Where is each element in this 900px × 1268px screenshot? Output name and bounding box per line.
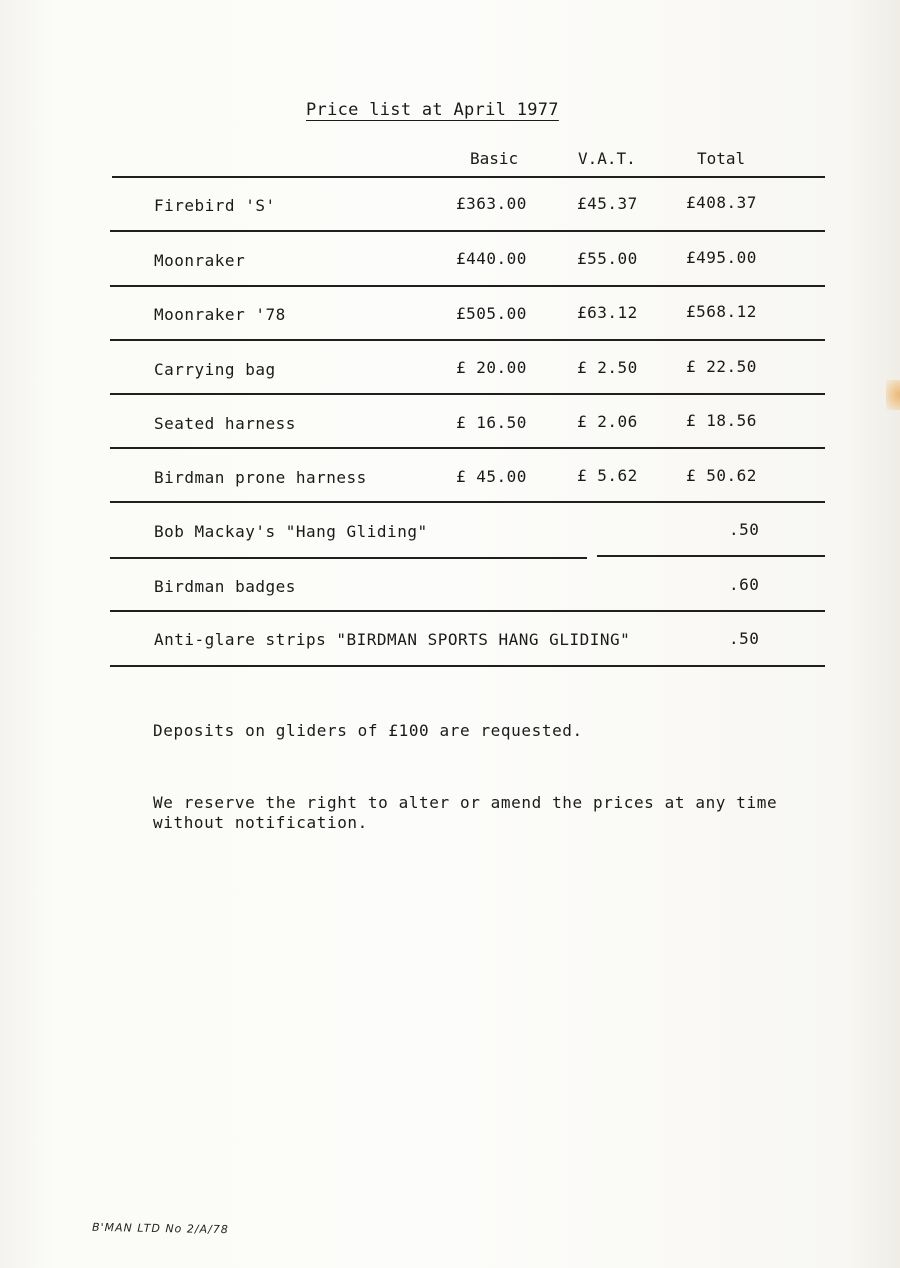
table-rule [110, 557, 587, 559]
table-row-vat: £55.00 [577, 249, 638, 268]
reserve-note-line-1: We reserve the right to alter or amend the prices at any time [153, 793, 778, 812]
table-rule [110, 393, 825, 395]
table-row-item: Carrying bag [154, 360, 276, 379]
table-row-basic: £440.00 [456, 249, 527, 268]
column-header-basic: Basic [470, 149, 519, 168]
table-row-item: Seated harness [154, 414, 296, 433]
table-row-vat: £ 2.06 [577, 412, 638, 431]
table-row-total: .60 [729, 575, 760, 594]
table-row-item: Firebird 'S' [154, 196, 276, 215]
table-rule [597, 555, 825, 557]
reserve-note-line-2: without notification. [153, 813, 368, 832]
table-row-item: Anti-glare strips "BIRDMAN SPORTS HANG GLIDING" [154, 630, 631, 649]
table-rule [110, 230, 825, 232]
table-row-total: £ 18.56 [686, 411, 757, 430]
table-row-basic: £363.00 [456, 194, 527, 213]
table-row-vat: £ 2.50 [577, 358, 638, 377]
page-title: Price list at April 1977 [306, 100, 559, 120]
table-row-item: Birdman prone harness [154, 468, 367, 487]
table-row-total: £568.12 [686, 302, 757, 321]
table-row-basic: £505.00 [456, 304, 527, 323]
table-row-total: £408.37 [686, 193, 757, 212]
table-row-total: £ 50.62 [686, 466, 757, 485]
handwritten-reference-stamp: B'MAN LTD No 2/A/78 [91, 1220, 229, 1237]
paper-stain [886, 380, 900, 410]
table-row-basic: £ 45.00 [456, 467, 527, 486]
table-row-total: £ 22.50 [686, 357, 757, 376]
table-rule [110, 447, 825, 449]
table-row-item: Moonraker '78 [154, 305, 286, 324]
column-header-vat: V.A.T. [578, 149, 636, 168]
deposit-note: Deposits on gliders of £100 are requested. [153, 721, 583, 740]
table-row-item: Moonraker [154, 251, 246, 270]
table-row-basic: £ 20.00 [456, 358, 527, 377]
table-rule [110, 339, 825, 341]
table-rule-header [112, 176, 825, 178]
table-rule [110, 501, 825, 503]
table-row-vat: £ 5.62 [577, 466, 638, 485]
table-row-vat: £63.12 [577, 303, 638, 322]
table-row-total: .50 [729, 520, 760, 539]
table-row-vat: £45.37 [577, 194, 638, 213]
table-rule [110, 610, 825, 612]
table-row-basic: £ 16.50 [456, 413, 527, 432]
table-rule [110, 285, 825, 287]
table-row-total: £495.00 [686, 248, 757, 267]
table-row-total: .50 [729, 629, 760, 648]
column-header-total: Total [697, 149, 746, 168]
table-row-item: Birdman badges [154, 577, 296, 596]
table-rule-bottom [110, 665, 825, 667]
table-row-item: Bob Mackay's "Hang Gliding" [154, 522, 428, 541]
